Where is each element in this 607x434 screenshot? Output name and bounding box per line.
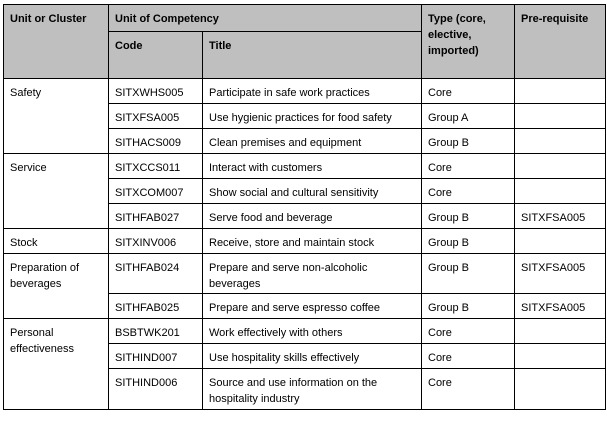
- units-table: [3, 4, 606, 410]
- unit-type: Group B: [422, 229, 515, 254]
- unit-type: Group A: [422, 104, 515, 129]
- cluster-name: Service: [4, 154, 109, 229]
- unit-title: Participate in safe work practices: [203, 79, 422, 104]
- cluster-name: Stock: [4, 229, 109, 254]
- unit-type: Core: [422, 154, 515, 179]
- unit-type: Core: [422, 179, 515, 204]
- unit-type: Group B: [422, 294, 515, 319]
- unit-code: SITHFAB024: [109, 254, 203, 294]
- unit-prerequisite: [515, 369, 606, 410]
- unit-prerequisite: SITXFSA005: [515, 254, 606, 294]
- unit-title: Use hospitality skills effectively: [203, 344, 422, 369]
- cluster-name: Preparation of beverages: [4, 254, 109, 319]
- header-unit-cluster: Unit or Cluster: [4, 5, 109, 79]
- unit-type: Group B: [422, 129, 515, 154]
- table-row: [4, 254, 606, 294]
- unit-code: SITHIND006: [109, 369, 203, 410]
- unit-type: Group B: [422, 254, 515, 294]
- unit-prerequisite: [515, 319, 606, 344]
- unit-prerequisite: [515, 104, 606, 129]
- unit-code: SITHIND007: [109, 344, 203, 369]
- unit-prerequisite: [515, 154, 606, 179]
- unit-code: SITXFSA005: [109, 104, 203, 129]
- header-type: Type (core, elective, imported): [422, 5, 515, 79]
- cluster-name: Personal effectiveness: [4, 319, 109, 410]
- unit-code: SITHACS009: [109, 129, 203, 154]
- unit-title: Interact with customers: [203, 154, 422, 179]
- unit-code: SITHFAB025: [109, 294, 203, 319]
- table-row: [4, 154, 606, 179]
- header-prerequisite: Pre-requisite: [515, 5, 606, 79]
- unit-title: Work effectively with others: [203, 319, 422, 344]
- unit-code: SITHFAB027: [109, 204, 203, 229]
- unit-title: Source and use information on the hospitality industry: [203, 369, 422, 410]
- unit-code: SITXWHS005: [109, 79, 203, 104]
- unit-title: Use hygienic practices for food safety: [203, 104, 422, 129]
- unit-prerequisite: SITXFSA005: [515, 294, 606, 319]
- unit-prerequisite: [515, 229, 606, 254]
- unit-prerequisite: [515, 344, 606, 369]
- unit-title: Prepare and serve non-alcoholic beverages: [203, 254, 422, 294]
- unit-type: Core: [422, 319, 515, 344]
- table-row: [4, 79, 606, 104]
- unit-title: Clean premises and equipment: [203, 129, 422, 154]
- unit-title: Receive, store and maintain stock: [203, 229, 422, 254]
- header-title: Title: [203, 32, 422, 79]
- unit-code: SITXINV006: [109, 229, 203, 254]
- unit-type: Core: [422, 369, 515, 410]
- unit-type: Core: [422, 344, 515, 369]
- unit-title: Prepare and serve espresso coffee: [203, 294, 422, 319]
- header-code: Code: [109, 32, 203, 79]
- unit-type: Group B: [422, 204, 515, 229]
- unit-title: Show social and cultural sensitivity: [203, 179, 422, 204]
- unit-prerequisite: SITXFSA005: [515, 204, 606, 229]
- unit-type: Core: [422, 79, 515, 104]
- cluster-name: Safety: [4, 79, 109, 154]
- unit-title: Serve food and beverage: [203, 204, 422, 229]
- table-row: [4, 319, 606, 344]
- table-row: [4, 229, 606, 254]
- unit-prerequisite: [515, 129, 606, 154]
- unit-code: BSBTWK201: [109, 319, 203, 344]
- unit-code: SITXCOM007: [109, 179, 203, 204]
- unit-prerequisite: [515, 179, 606, 204]
- unit-code: SITXCCS011: [109, 154, 203, 179]
- unit-prerequisite: [515, 79, 606, 104]
- header-unit-of-competency: Unit of Competency: [109, 5, 422, 32]
